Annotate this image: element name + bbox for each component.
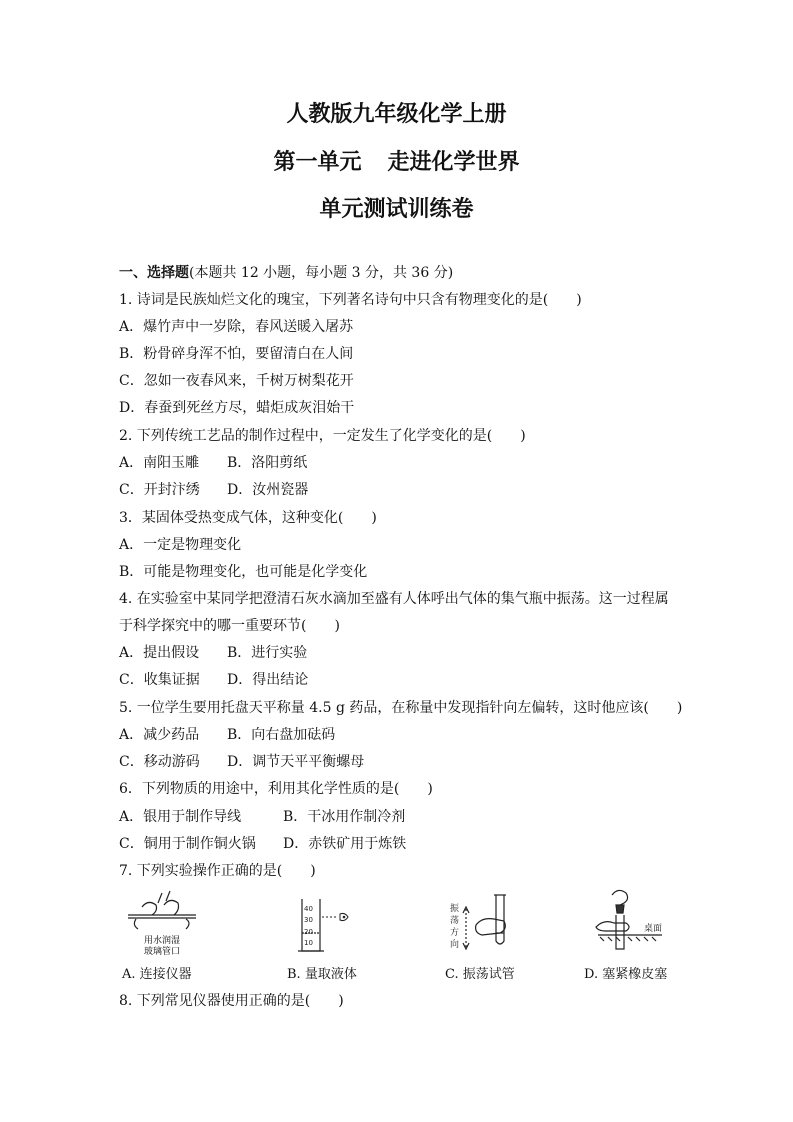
question-5-options-ab — [119, 724, 335, 744]
question-6-options-ab — [119, 806, 405, 826]
figure-d-caption: D. 塞紧橡皮塞 — [584, 967, 668, 982]
question-2-option-a: A．南阳玉雕 — [119, 455, 200, 471]
eye-icon — [340, 913, 348, 920]
figure-c-label-1: 振 — [450, 904, 460, 914]
question-2-options-cd — [119, 479, 308, 499]
question-3-stem: 3．某固体受热变成气体，这种变化( ) — [119, 510, 377, 526]
question-4-stem-line1: 4. 在实验室中某同学把澄清石灰水滴加至盛有人体呼出气体的集气瓶中振荡。这一过程属 — [119, 591, 669, 607]
question-3-option-a: A．一定是物理变化 — [119, 537, 242, 553]
question-6-option-c: C．铜用于制作铜火锅 — [119, 836, 256, 852]
figure-b-tick-10: 10 — [304, 939, 313, 947]
question-1-option-a: A．爆竹声中一岁除，春风送暖入屠苏 — [119, 319, 354, 335]
figure-a-caption: A. 连接仪器 — [122, 967, 192, 982]
question-5-option-a: A．减少药品 — [119, 727, 200, 743]
question-6-options-cd — [119, 833, 406, 853]
question-2-option-d: D．汝州瓷器 — [227, 482, 309, 498]
doc-title-2 — [0, 145, 793, 176]
section-heading-label: 一、选择题 — [119, 265, 189, 281]
unit-number: 第一单元 — [273, 150, 362, 175]
question-5-option-c: C．移动游码 — [119, 754, 200, 770]
question-2-options-ab — [119, 452, 307, 472]
question-5-option-b: B．向右盘加砝码 — [227, 727, 336, 743]
figure-b-tick-20: 20 — [304, 928, 313, 936]
doc-title-3: 单元测试训练卷 — [319, 197, 474, 222]
question-4-option-b: B．进行实验 — [227, 645, 308, 661]
question-6-stem: 6．下列物质的用途中，利用其化学性质的是( ) — [119, 781, 433, 797]
question-5-stem: 5. 一位学生要用托盘天平称量 4.5 g 药品，在称量中发现指针向左偏转，这时他应该( ) — [119, 700, 683, 716]
figure-d-label-desk: 桌面 — [644, 924, 663, 934]
question-6-option-d: D．赤铁矿用于炼铁 — [283, 836, 407, 852]
question-4-option-a: A．提出假设 — [119, 645, 200, 661]
question-1-stem: 1. 诗词是民族灿烂文化的瑰宝，下列著名诗句中只含有物理变化的是( ) — [119, 292, 582, 308]
question-2-option-b: B．洛阳剪纸 — [227, 455, 308, 471]
figure-d-insert-stopper — [592, 885, 672, 957]
question-4-option-c: C．收集证据 — [119, 672, 200, 688]
question-7-stem: 7. 下列实验操作正确的是( ) — [119, 863, 316, 879]
question-6-option-b: B．干冰用作制冷剂 — [283, 809, 406, 825]
figure-a-label-line1: 用水润湿 — [143, 936, 181, 946]
figure-b-tick-30: 30 — [304, 916, 313, 924]
question-4-option-d: D．得出结论 — [227, 672, 309, 688]
question-4-options-ab — [119, 642, 307, 662]
figure-a-label-line2: 玻璃管口 — [143, 947, 181, 957]
question-2-stem: 2. 下列传统工艺品的制作过程中，一定发生了化学变化的是( ) — [119, 428, 526, 444]
figure-b-measure-liquid — [288, 885, 358, 957]
figure-c-label-4: 向 — [450, 940, 460, 950]
figure-c-caption: C. 振荡试管 — [445, 967, 515, 982]
unit-name: 走进化学世界 — [387, 150, 520, 175]
section-note: (本题共 12 小题，每小题 3 分，共 36 分) — [189, 265, 454, 281]
figure-c-label-3: 方 — [450, 928, 460, 938]
question-5-options-cd — [119, 751, 364, 771]
figure-a-connect-instruments — [122, 885, 202, 957]
question-3-option-b: B．可能是物理变化，也可能是化学变化 — [119, 564, 368, 580]
question-4-options-cd — [119, 669, 308, 689]
figure-b-tick-40: 40 — [304, 905, 313, 913]
figure-c-label-2: 荡 — [450, 916, 460, 926]
question-1-option-c: C．忽如一夜春风来，千树万树梨花开 — [119, 373, 354, 389]
question-4-stem-line2: 于科学探究中的哪一重要环节( ) — [119, 618, 340, 634]
section-heading — [119, 262, 453, 282]
figure-b-caption: B. 量取液体 — [287, 967, 357, 982]
question-1-option-d: D．春蚕到死丝方尽，蜡炬成灰泪始干 — [119, 400, 355, 416]
question-6-option-a: A．银用于制作导线 — [119, 809, 242, 825]
figure-c-shake-test-tube — [446, 885, 526, 957]
question-1-option-b: B．粉骨碎身浑不怕，要留清白在人间 — [119, 346, 354, 362]
doc-title-1: 人教版九年级化学上册 — [286, 102, 507, 127]
question-8-stem: 8. 下列常见仪器使用正确的是( ) — [119, 993, 344, 1009]
question-2-option-c: C．开封汴绣 — [119, 482, 200, 498]
question-5-option-d: D．调节天平平衡螺母 — [227, 754, 365, 770]
